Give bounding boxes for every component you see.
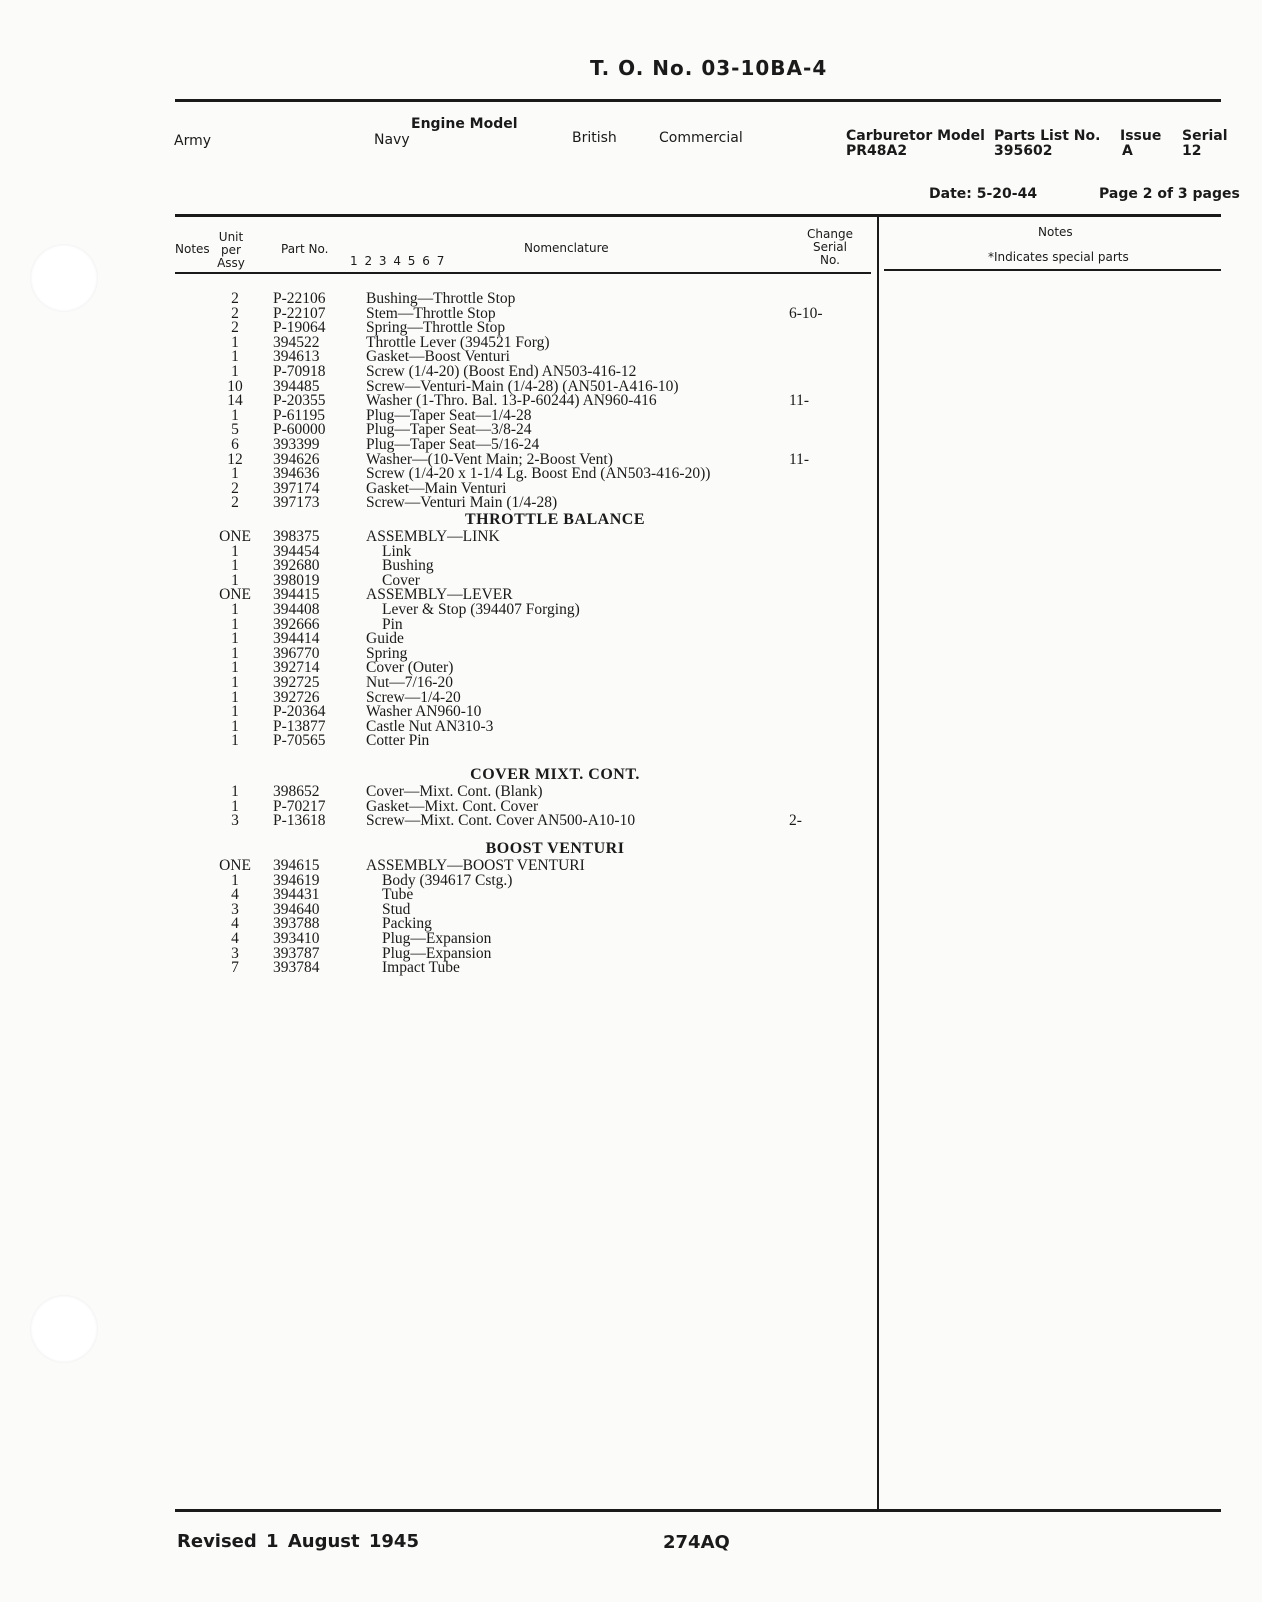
unit-per-assy: ONE bbox=[219, 528, 251, 545]
unit-header-line2: per bbox=[221, 243, 241, 257]
commercial-label: Commercial bbox=[659, 130, 743, 146]
unit-per-assy: 1 bbox=[231, 644, 239, 662]
date: Date: 5-20-44 bbox=[929, 186, 1038, 202]
nomenclature: Screw—1/4-20 bbox=[366, 688, 461, 706]
unit-per-assy: 1 bbox=[231, 406, 239, 424]
indent-levels-header: 1 2 3 4 5 6 7 bbox=[350, 254, 445, 268]
unit-per-assy: 1 bbox=[231, 688, 239, 706]
special-parts-note: *Indicates special parts bbox=[988, 250, 1129, 264]
serial-label: Serial bbox=[1182, 128, 1228, 144]
part-number: 392725 bbox=[273, 674, 320, 691]
unit-per-assy: 1 bbox=[231, 557, 239, 575]
unit-per-assy: 1 bbox=[231, 717, 239, 735]
part-number: 397173 bbox=[273, 494, 320, 512]
serial-value: 12 bbox=[1182, 143, 1202, 159]
engine-model-label: Engine Model bbox=[411, 116, 518, 132]
change-serial: 2- bbox=[789, 812, 802, 830]
unit-per-assy: ONE bbox=[219, 586, 251, 604]
unit-header-line3: Assy bbox=[217, 256, 245, 270]
nomenclature: Castle Nut AN310-3 bbox=[366, 717, 494, 735]
part-number: 394636 bbox=[273, 465, 320, 483]
unit-per-assy: 1 bbox=[231, 348, 239, 366]
change-header-line3: No. bbox=[820, 253, 840, 267]
footer-rule bbox=[175, 1509, 1221, 1512]
part-number: 394613 bbox=[273, 348, 320, 366]
part-number: 398652 bbox=[273, 783, 320, 800]
nomenclature: Plug—Expansion bbox=[382, 930, 492, 947]
part-number: P-19064 bbox=[273, 319, 326, 337]
part-number: 396770 bbox=[273, 644, 320, 662]
nomenclature: Gasket—Main Venturi bbox=[366, 479, 507, 497]
notes-right-header: Notes bbox=[1038, 225, 1073, 239]
nomenclature: Washer—(10-Vent Main; 2-Boost Vent) bbox=[366, 450, 613, 468]
section-heading: COVER MIXT. CONT. bbox=[470, 766, 640, 783]
punch-hole-bottom bbox=[30, 1295, 98, 1363]
british-label: British bbox=[572, 130, 617, 146]
change-serial: 11- bbox=[789, 392, 810, 410]
part-number: 394615 bbox=[273, 857, 320, 874]
part-number: 392666 bbox=[273, 615, 320, 633]
unit-per-assy: 1 bbox=[231, 871, 239, 889]
nomenclature: Link bbox=[382, 542, 412, 560]
unit-per-assy: 1 bbox=[231, 630, 239, 648]
nomenclature: Screw (1/4-20) (Boost End) AN503-416-12 bbox=[366, 363, 637, 380]
change-serial: 11- bbox=[789, 450, 810, 468]
part-number: P-70918 bbox=[273, 363, 326, 380]
nomenclature: ASSEMBLY—LINK bbox=[366, 528, 500, 545]
part-number: P-20364 bbox=[273, 703, 326, 721]
nomenclature: Gasket—Mixt. Cont. Cover bbox=[366, 797, 539, 815]
issue-value: A bbox=[1122, 143, 1133, 159]
unit-per-assy: 1 bbox=[231, 732, 239, 750]
part-number: 397174 bbox=[273, 479, 320, 497]
unit-per-assy: 4 bbox=[231, 915, 239, 933]
nomenclature: Throttle Lever (394521 Forg) bbox=[366, 333, 550, 351]
notes-column-divider bbox=[877, 214, 879, 1510]
nomenclature: Pin bbox=[382, 615, 403, 633]
nomenclature: Cover—Mixt. Cont. (Blank) bbox=[366, 783, 543, 800]
nomenclature: Body (394617 Cstg.) bbox=[382, 871, 513, 889]
parts-row bbox=[0, 496, 870, 511]
part-number: 394522 bbox=[273, 333, 320, 351]
parts-row bbox=[0, 615, 870, 633]
nomenclature: Cotter Pin bbox=[366, 732, 430, 750]
unit-per-assy: 1 bbox=[231, 333, 239, 351]
unit-per-assy: 1 bbox=[231, 703, 239, 721]
unit-per-assy: 6 bbox=[231, 436, 239, 453]
issue-label: Issue bbox=[1120, 128, 1162, 144]
part-number: 393784 bbox=[273, 959, 320, 977]
nomenclature: Plug—Taper Seat—5/16-24 bbox=[366, 436, 540, 453]
page-code: 274AQ bbox=[663, 1532, 730, 1553]
change-header-line1: Change bbox=[807, 227, 853, 241]
unit-per-assy: 2 bbox=[231, 319, 239, 337]
unit-per-assy: 12 bbox=[227, 450, 243, 468]
carburetor-model-value: PR48A2 bbox=[846, 143, 908, 159]
column-header-bottom-rule-left bbox=[175, 272, 871, 274]
part-number: 394485 bbox=[273, 377, 320, 395]
unit-per-assy: 1 bbox=[231, 542, 239, 560]
nomenclature: Screw (1/4-20 x 1-1/4 Lg. Boost End (AN503-416-20)) bbox=[366, 465, 711, 483]
parts-row bbox=[0, 632, 870, 647]
part-no-header: Part No. bbox=[281, 242, 329, 256]
parts-row bbox=[0, 961, 870, 976]
nomenclature: Cover (Outer) bbox=[366, 659, 454, 677]
unit-per-assy: 2 bbox=[231, 304, 239, 322]
nomenclature: Impact Tube bbox=[382, 959, 460, 977]
part-number: P-20355 bbox=[273, 392, 326, 410]
part-number: 394431 bbox=[273, 886, 320, 904]
nomenclature: Plug—Expansion bbox=[382, 944, 492, 962]
nomenclature: Screw—Venturi Main (1/4-28) bbox=[366, 494, 558, 512]
nomenclature: Cover bbox=[382, 571, 420, 589]
part-number: 394619 bbox=[273, 871, 320, 889]
section-heading: THROTTLE BALANCE bbox=[464, 511, 646, 528]
change-header-line2: Serial bbox=[813, 240, 847, 254]
nomenclature: Stud bbox=[382, 900, 411, 918]
parts-list-value: 395602 bbox=[994, 143, 1053, 159]
unit-per-assy: 1 bbox=[231, 571, 239, 589]
nomenclature: Plug—Taper Seat—3/8-24 bbox=[366, 421, 532, 439]
part-number: P-61195 bbox=[273, 406, 325, 424]
part-number: 393788 bbox=[273, 915, 320, 933]
nomenclature: Spring—Throttle Stop bbox=[366, 319, 506, 337]
unit-per-assy: 1 bbox=[231, 659, 239, 677]
unit-per-assy: 14 bbox=[227, 392, 243, 410]
unit-per-assy: 2 bbox=[231, 494, 239, 512]
unit-header-line1: Unit bbox=[218, 230, 244, 244]
nomenclature: Gasket—Boost Venturi bbox=[366, 348, 510, 366]
part-number: 394626 bbox=[273, 450, 320, 468]
part-number: 398019 bbox=[273, 571, 320, 589]
parts-row bbox=[0, 603, 870, 618]
carburetor-model-label: Carburetor Model bbox=[846, 128, 985, 144]
unit-per-assy: 3 bbox=[231, 944, 239, 962]
nomenclature: ASSEMBLY—BOOST VENTURI bbox=[366, 857, 585, 874]
part-number: 393787 bbox=[273, 944, 320, 962]
unit-per-assy: 2 bbox=[231, 290, 239, 307]
nomenclature: Bushing bbox=[382, 557, 434, 575]
header-top-rule bbox=[175, 99, 1221, 102]
nomenclature: Washer (1-Thro. Bal. 13-P-60244) AN960-416 bbox=[366, 392, 657, 410]
parts-row bbox=[0, 814, 870, 829]
part-number: 392714 bbox=[273, 659, 320, 677]
revised-date: Revised 1 August 1945 bbox=[177, 1531, 419, 1552]
parts-row bbox=[0, 888, 870, 903]
part-number: 394415 bbox=[273, 586, 320, 604]
column-header-rule bbox=[175, 214, 1221, 217]
part-number: P-70217 bbox=[273, 797, 326, 815]
part-number: 392680 bbox=[273, 557, 320, 575]
nomenclature: Tube bbox=[382, 886, 414, 904]
unit-per-assy-header bbox=[214, 231, 248, 270]
part-number: P-70565 bbox=[273, 732, 326, 750]
nomenclature: Guide bbox=[366, 630, 404, 648]
nomenclature: Spring bbox=[366, 644, 408, 662]
army-label: Army bbox=[174, 133, 212, 149]
parts-row bbox=[0, 871, 870, 889]
unit-per-assy: 3 bbox=[231, 812, 239, 830]
page-number: Page 2 of 3 pages bbox=[1099, 186, 1240, 202]
unit-per-assy: 1 bbox=[231, 601, 239, 618]
part-number: 394454 bbox=[273, 542, 320, 560]
unit-per-assy: 1 bbox=[231, 674, 239, 691]
unit-per-assy: 2 bbox=[231, 479, 239, 497]
unit-per-assy: 10 bbox=[227, 377, 243, 395]
nomenclature: Packing bbox=[382, 915, 432, 933]
unit-per-assy: 1 bbox=[231, 363, 239, 380]
nomenclature: Plug—Taper Seat—1/4-28 bbox=[366, 406, 532, 424]
nomenclature-header: Nomenclature bbox=[524, 241, 609, 255]
nomenclature: Washer AN960-10 bbox=[366, 703, 482, 721]
document-title: T. O. No. 03-10BA-4 bbox=[590, 56, 828, 80]
unit-per-assy: 3 bbox=[231, 900, 239, 918]
part-number: 394640 bbox=[273, 900, 320, 918]
part-number: P-22107 bbox=[273, 304, 326, 322]
unit-per-assy: ONE bbox=[219, 857, 251, 874]
nomenclature: Nut—7/16-20 bbox=[366, 674, 453, 691]
nomenclature: Bushing—Throttle Stop bbox=[366, 290, 516, 307]
nomenclature: Lever & Stop (394407 Forging) bbox=[382, 601, 580, 618]
unit-per-assy: 1 bbox=[231, 615, 239, 633]
unit-per-assy: 7 bbox=[231, 959, 239, 977]
part-number: P-60000 bbox=[273, 421, 326, 439]
section-heading: BOOST VENTURI bbox=[485, 840, 625, 857]
parts-row bbox=[0, 559, 870, 574]
parts-row bbox=[0, 530, 870, 545]
part-number: 392726 bbox=[273, 688, 320, 706]
column-header-bottom-rule-right bbox=[884, 269, 1221, 271]
unit-per-assy: 5 bbox=[231, 421, 239, 439]
parts-list-label: Parts List No. bbox=[994, 128, 1101, 144]
navy-label: Navy bbox=[374, 132, 410, 148]
nomenclature: Screw—Mixt. Cont. Cover AN500-A10-10 bbox=[366, 812, 636, 830]
parts-row bbox=[0, 734, 870, 749]
change-serial: 6-10- bbox=[789, 304, 823, 322]
unit-per-assy: 1 bbox=[231, 465, 239, 483]
unit-per-assy: 1 bbox=[231, 797, 239, 815]
part-number: 393399 bbox=[273, 436, 320, 453]
notes-column-header: Notes bbox=[175, 242, 210, 256]
unit-per-assy: 4 bbox=[231, 886, 239, 904]
nomenclature: Screw—Venturi-Main (1/4-28) (AN501-A416-10) bbox=[366, 377, 679, 395]
unit-per-assy: 1 bbox=[231, 783, 239, 800]
change-serial-header bbox=[805, 228, 855, 267]
part-number: P-13618 bbox=[273, 812, 326, 830]
parts-row bbox=[0, 717, 870, 735]
parts-row bbox=[0, 542, 870, 560]
part-number: 394408 bbox=[273, 601, 320, 618]
part-number: P-22106 bbox=[273, 290, 326, 307]
nomenclature: ASSEMBLY—LEVER bbox=[366, 586, 513, 604]
unit-per-assy: 4 bbox=[231, 930, 239, 947]
parts-row bbox=[0, 900, 870, 918]
part-number: 398375 bbox=[273, 528, 320, 545]
part-number: 394414 bbox=[273, 630, 320, 648]
part-number: 393410 bbox=[273, 930, 320, 947]
nomenclature: Stem—Throttle Stop bbox=[366, 304, 496, 322]
part-number: P-13877 bbox=[273, 717, 326, 735]
